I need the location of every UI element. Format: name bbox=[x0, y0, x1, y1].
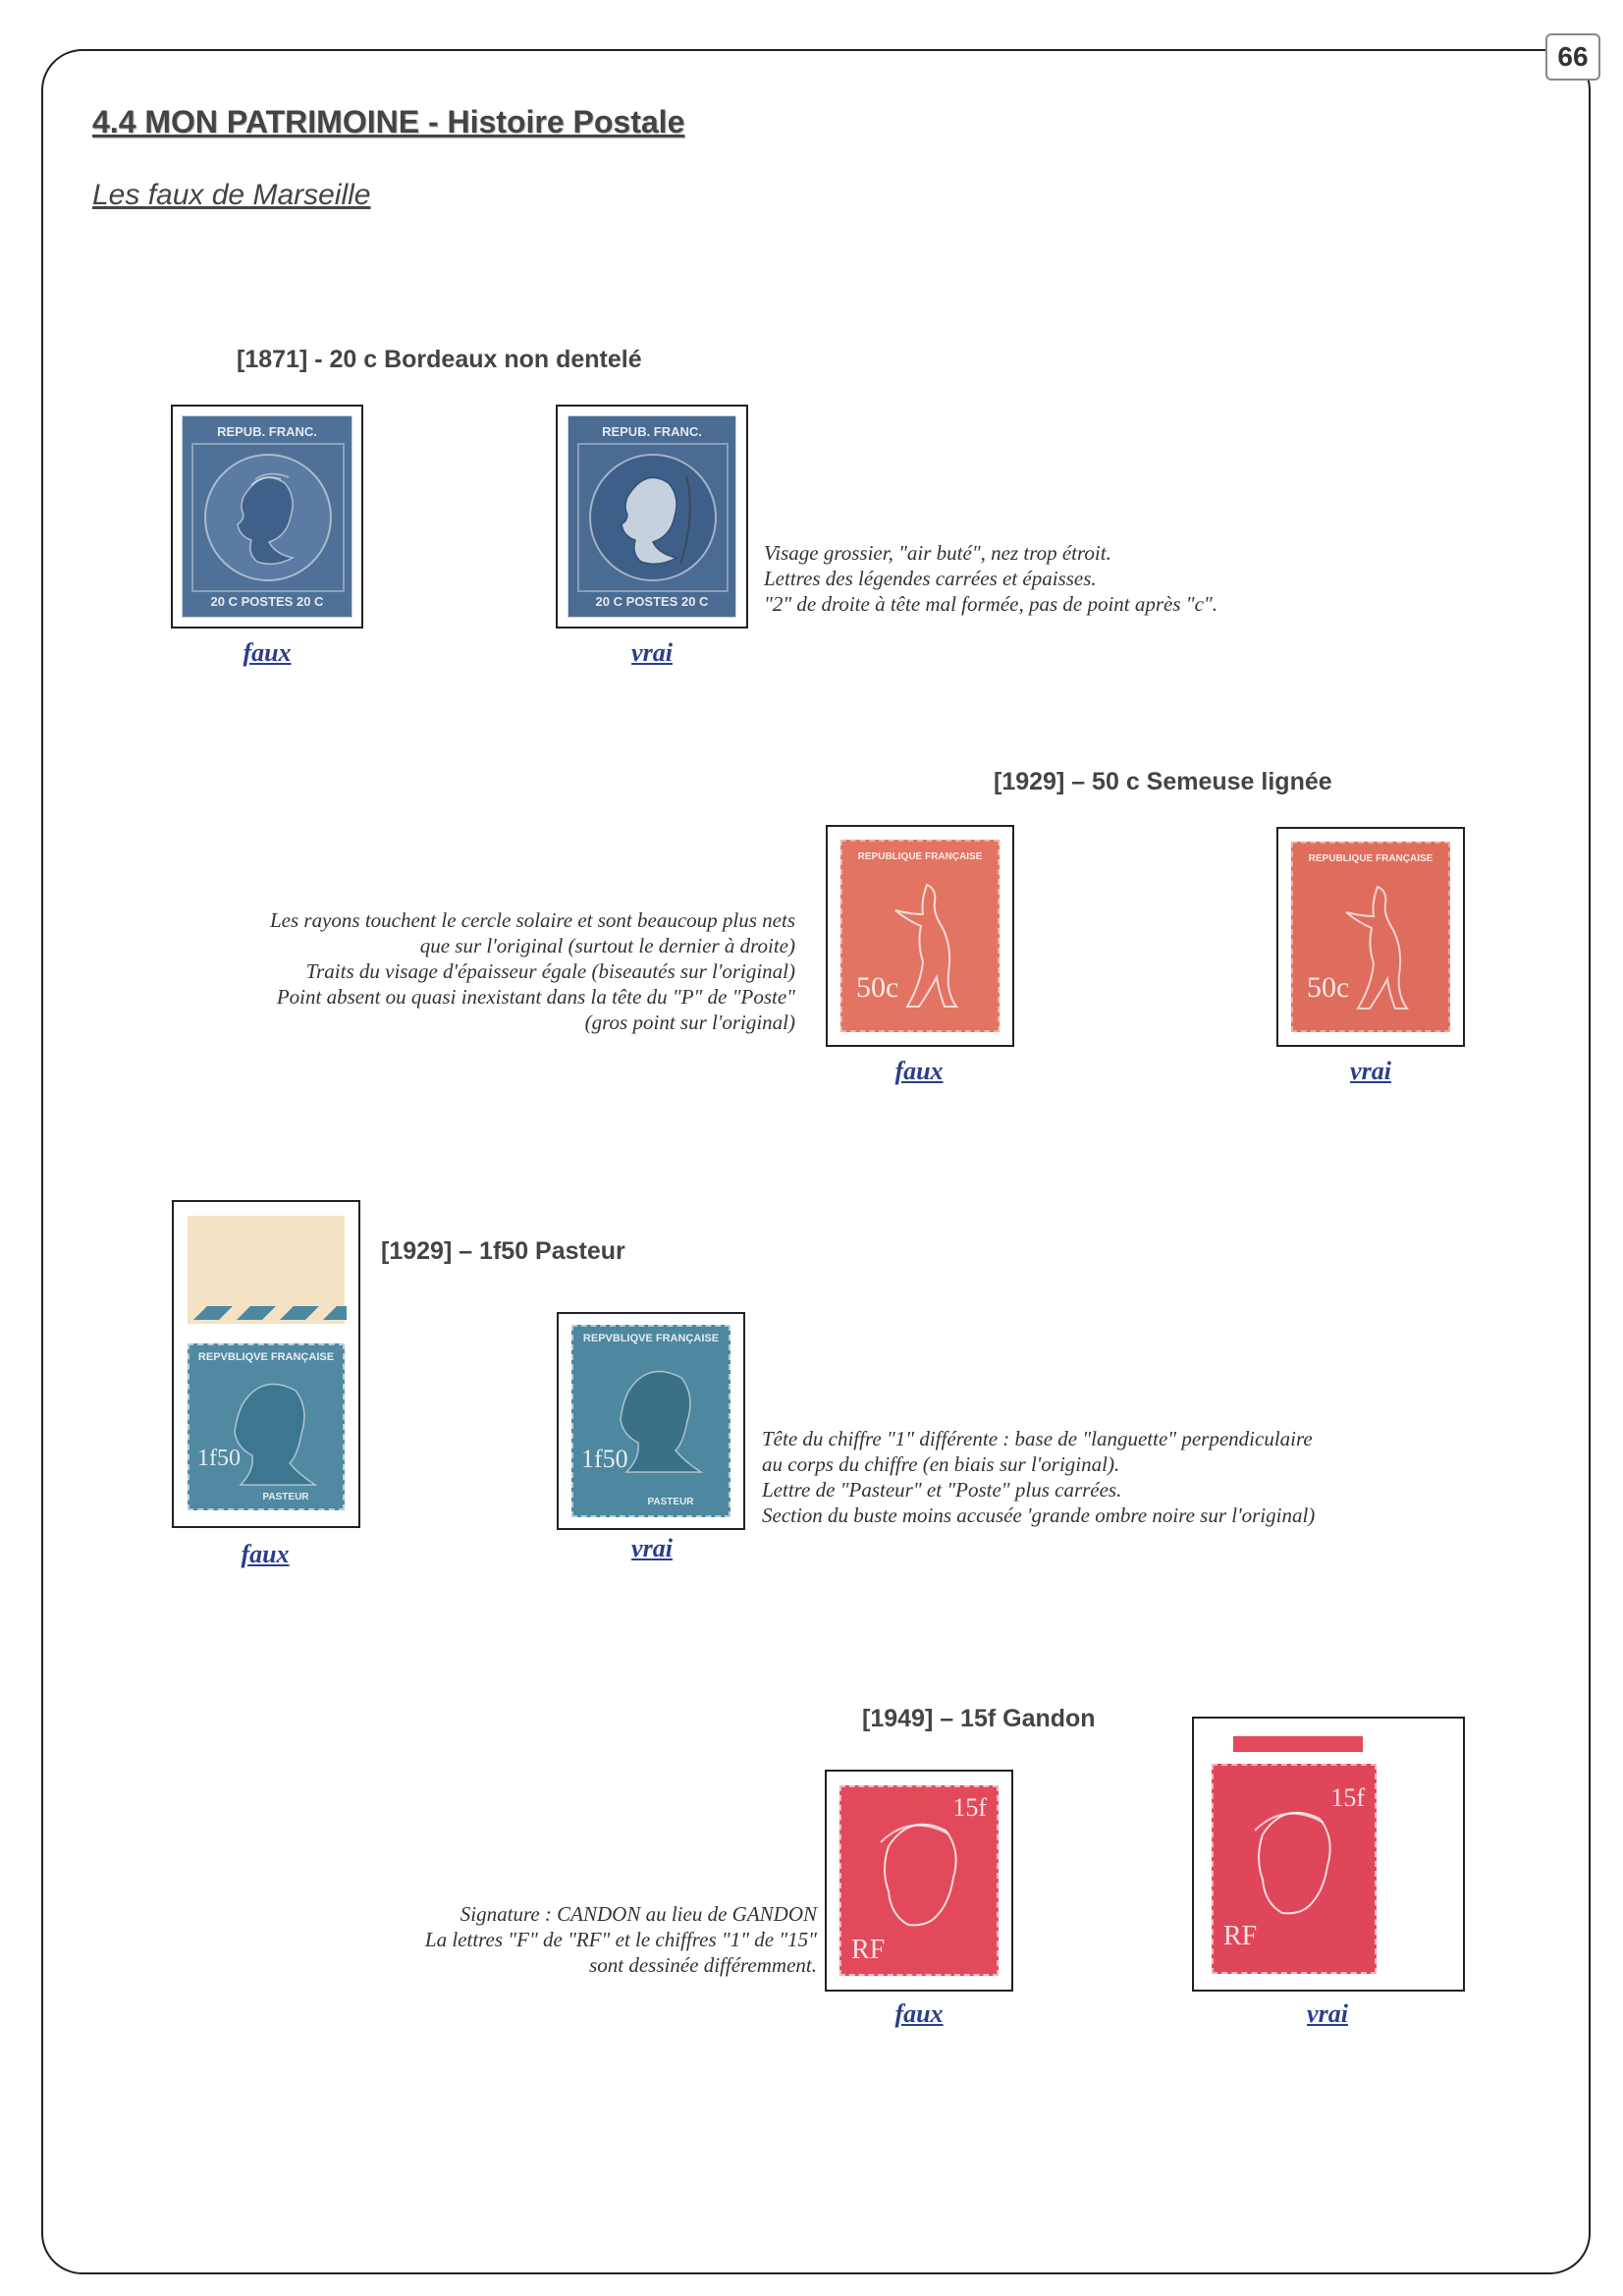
pasteur-portrait-icon bbox=[573, 1327, 730, 1517]
stamp-legend-top: REPUBLIQUE FRANÇAISE bbox=[857, 851, 983, 862]
page-subtitle: Les faux de Marseille bbox=[92, 179, 371, 211]
stamp-frame-pasteur-real bbox=[557, 1312, 745, 1530]
description-pasteur: Tête du chiffre "1" différente : base de "languette" perpendiculaire au corps du chiffre (en biais sur l'original). Lettre de "Pasteur" et "Poste" plus carrées. Section du buste moins accusée 'grande ombre noire sur l'original) bbox=[762, 1427, 1316, 1527]
page-number: 66 bbox=[1545, 33, 1600, 81]
stamp-pasteur-real bbox=[571, 1325, 730, 1517]
section-heading-semeuse: [1929] – 50 c Semeuse lignée bbox=[994, 768, 1332, 795]
stamp-legend-top: REPUB. FRANC. bbox=[602, 424, 702, 439]
stamp-frame-gandon-real bbox=[1192, 1717, 1465, 1992]
stamp-legend-bottom: 20 C POSTES 20 C bbox=[210, 594, 324, 609]
stamp-frame-bordeaux-fake bbox=[171, 405, 363, 629]
description-bordeaux: Visage grossier, "air buté", nez trop étroit. Lettres des légendes carrées et épaisses. "2" de droite à tête mal formée, pas de point après "c". bbox=[764, 541, 1217, 616]
stamp-legend-top: REPUBLIQUE FRANÇAISE bbox=[1308, 853, 1434, 864]
ceres-head-icon bbox=[183, 416, 352, 618]
stamp-legend-top: REPVBLIQVE FRANÇAISE bbox=[197, 1351, 335, 1363]
label-real-pasteur: vrai bbox=[631, 1534, 673, 1562]
label-real-gandon: vrai bbox=[1307, 1999, 1348, 2028]
stamp-value: 1f50 bbox=[581, 1445, 628, 1473]
stamp-frame-semeuse-fake bbox=[826, 825, 1014, 1047]
stamp-frame-bordeaux-real bbox=[556, 405, 748, 629]
sheet-selvage-bar bbox=[1233, 1736, 1363, 1752]
pasteur-portrait-icon bbox=[189, 1345, 345, 1510]
stamp-frame-semeuse-real bbox=[1276, 827, 1465, 1047]
label-fake-bordeaux: faux bbox=[243, 638, 292, 667]
stamp-name: PASTEUR bbox=[647, 1497, 694, 1507]
stamp-semeuse-real bbox=[1291, 842, 1450, 1032]
selvage-stripes-icon bbox=[188, 1302, 349, 1322]
stamp-value: 50c bbox=[1307, 971, 1350, 1004]
stamp-bordeaux-fake bbox=[182, 415, 352, 618]
stamp-value: 1f50 bbox=[197, 1446, 241, 1471]
stamp-value: 15f bbox=[952, 1793, 987, 1822]
page-title: 4.4 MON PATRIMOINE - Histoire Postale bbox=[92, 104, 685, 139]
label-real-bordeaux: vrai bbox=[631, 638, 673, 667]
section-heading-bordeaux: [1871] - 20 c Bordeaux non dentelé bbox=[237, 346, 642, 373]
stamp-frame-gandon-fake bbox=[825, 1770, 1013, 1992]
label-real-semeuse: vrai bbox=[1350, 1057, 1391, 1085]
stamp-legend-bottom: 20 C POSTES 20 C bbox=[595, 594, 709, 609]
stamp-value: 50c bbox=[856, 971, 899, 1004]
section-heading-pasteur: [1929] – 1f50 Pasteur bbox=[381, 1237, 625, 1265]
stamp-frame-pasteur-fake bbox=[172, 1200, 360, 1528]
label-fake-gandon: faux bbox=[894, 1999, 944, 2028]
stamp-pasteur-fake bbox=[188, 1343, 345, 1510]
stamp-bordeaux-real bbox=[568, 415, 736, 618]
label-fake-semeuse: faux bbox=[894, 1057, 944, 1085]
section-heading-gandon: [1949] – 15f Gandon bbox=[862, 1705, 1096, 1732]
stamp-name: PASTEUR bbox=[262, 1492, 309, 1503]
stamp-legend-top: REPUB. FRANC. bbox=[217, 424, 317, 439]
stamp-gandon-fake bbox=[839, 1785, 999, 1976]
stamp-semeuse-fake bbox=[840, 840, 1000, 1032]
stamp-value: 15f bbox=[1330, 1783, 1365, 1812]
ceres-head-icon bbox=[568, 416, 736, 618]
stamp-rf: RF bbox=[851, 1935, 886, 1965]
description-semeuse: Les rayons touchent le cercle solaire et sont beaucoup plus nets que sur l'original (surtout le dernier à droite) Traits du visage d'épaisseur égale (biseautés sur l'original) Point absent ou quasi inexistant dans la tête du "P" de "Poste" (gros point sur l'original) bbox=[269, 908, 795, 1034]
stamp-legend-top: REPVBLIQVE FRANÇAISE bbox=[582, 1333, 720, 1344]
description-gandon: Signature : CANDON au lieu de GANDON La lettres "F" de "RF" et le chiffres "1" de "15" sont dessinée différemment. bbox=[424, 1902, 817, 1977]
label-fake-pasteur: faux bbox=[241, 1540, 290, 1568]
stamp-rf: RF bbox=[1223, 1921, 1258, 1951]
stamp-gandon-real bbox=[1212, 1764, 1377, 1974]
